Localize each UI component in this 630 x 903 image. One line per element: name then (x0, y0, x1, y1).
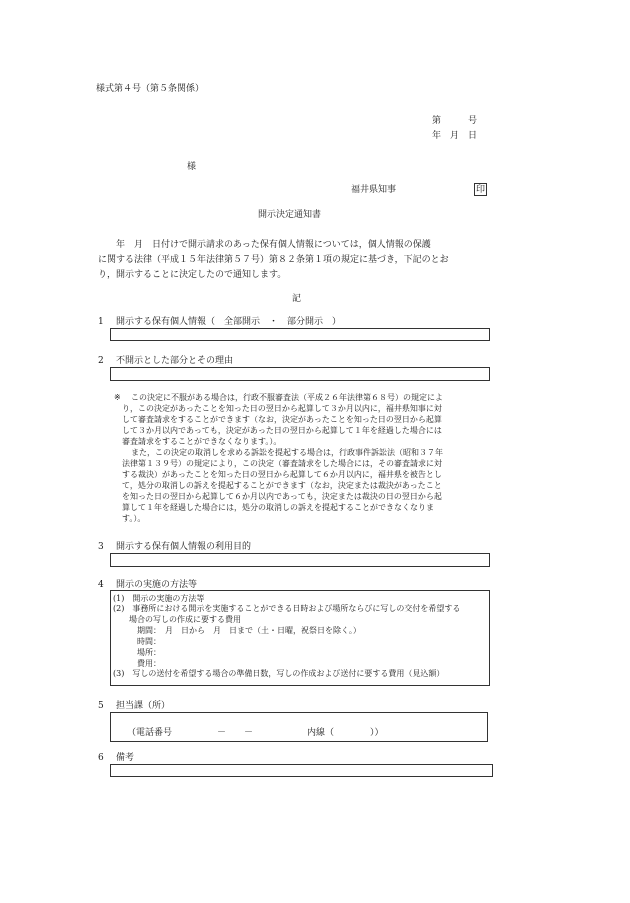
section-5-label: 担当課（所） (116, 701, 171, 711)
note-line: して３か月以内であっても，決定があった日の翌日から起算して１年を経過した場合には (122, 426, 442, 435)
section-4-line: 費用： (113, 659, 161, 668)
note-mark: ※ (114, 393, 121, 402)
section-5-box (110, 712, 488, 742)
note-line: この決定に不服がある場合は，行政不服審査法（平成２６年法律第６８号）の規定によ (131, 393, 443, 402)
section-3-number: 3 (98, 542, 104, 552)
intro-line: 年 月 日付けで開示請求のあった保有個人情報については，個人情報の保護 (98, 240, 431, 250)
issuer-name: 福井県知事 (351, 185, 397, 195)
section-3-label: 開示する保有個人情報の利用目的 (116, 542, 252, 552)
note-line: り，この決定があったことを知った日の翌日から起算して３か月以内に，福井県知事に対 (122, 404, 442, 413)
section-4-line: (3) 写しの送付を希望する場合の準備日数，写しの作成および送付に要する費用（見込額） (113, 669, 445, 678)
section-4-line: 場所： (113, 648, 161, 657)
note-line: 法律第１３９号）の規定により，この決定（審査請求をした場合には，その審査請求に対 (122, 459, 442, 468)
note-line: て，処分の取消しの訴えを提起することができます（なお，決定または裁決があったこと (122, 481, 442, 490)
section-4-line: 期間： 月 日から 月 日まで（土・日曜，祝祭日を除く。） (113, 626, 361, 635)
note-line: また，この決定の取消しを求める訴訟を提起する場合は，行政事件訴訟法（昭和３７年 (131, 448, 443, 457)
note-line: する裁決）があったことを知った日の翌日から起算して６か月以内に，福井県を被告とし (122, 470, 442, 479)
section-4-line: (2) 事務所における開示を実施することができる日時および場所ならびに写しの交付を希望する (113, 604, 461, 613)
intro-line: に関する法律（平成１５年法律第５７号）第８２条第１項の規定に基づき，下記のとお (98, 255, 449, 265)
section-6-number: 6 (98, 753, 104, 763)
section-4-line: 場合の写しの作成に要する費用 (113, 615, 241, 624)
addressee-suffix: 様 (187, 162, 197, 172)
section-2-field (110, 367, 490, 381)
section-4-label: 開示の実施の方法等 (116, 580, 198, 590)
note-line: して審査請求をすることができます（なお，決定があったことを知った日の翌日から起算 (122, 415, 442, 424)
document-number: 第 号 (432, 116, 478, 126)
document-title: 開示決定通知書 (258, 210, 322, 220)
document-date: 年 月 日 (432, 131, 478, 141)
section-4-line: (1) 開示の実施の方法等 (113, 594, 205, 603)
section-1-label: 開示する保有個人情報（ 全部開示 ・ 部分開示 ） (116, 317, 342, 327)
section-1-number: 1 (98, 317, 104, 327)
section-3-field (110, 553, 490, 567)
seal-mark: 印 (475, 185, 485, 195)
section-4-box (110, 590, 490, 686)
ki-mark: 記 (292, 294, 302, 304)
section-6-field (110, 764, 493, 777)
note-line: を知った日の翌日から起算して６か月以内であっても，決定または裁決の日の翌日から起 (122, 492, 442, 501)
phone-line: （電話番号 － － 内線（ ）） (127, 728, 384, 738)
form-label: 様式第４号（第５条関係） (96, 84, 205, 94)
section-5-number: 5 (98, 701, 104, 711)
section-4-number: 4 (98, 580, 104, 590)
section-4-line: 時間： (113, 637, 161, 646)
section-2-number: 2 (98, 356, 104, 366)
section-2-label: 不開示とした部分とその理由 (116, 356, 234, 366)
section-1-field (110, 328, 490, 341)
section-6-label: 備考 (116, 753, 135, 763)
intro-line: り，開示することに決定したので通知します。 (98, 270, 287, 280)
note-line: す。）。 (122, 514, 146, 523)
note-line: 算して１年を経過した場合には，処分の取消しの訴えを提起することができなくなりま (122, 503, 434, 512)
note-line: 審査請求をすることができなくなります。）。 (122, 437, 282, 446)
